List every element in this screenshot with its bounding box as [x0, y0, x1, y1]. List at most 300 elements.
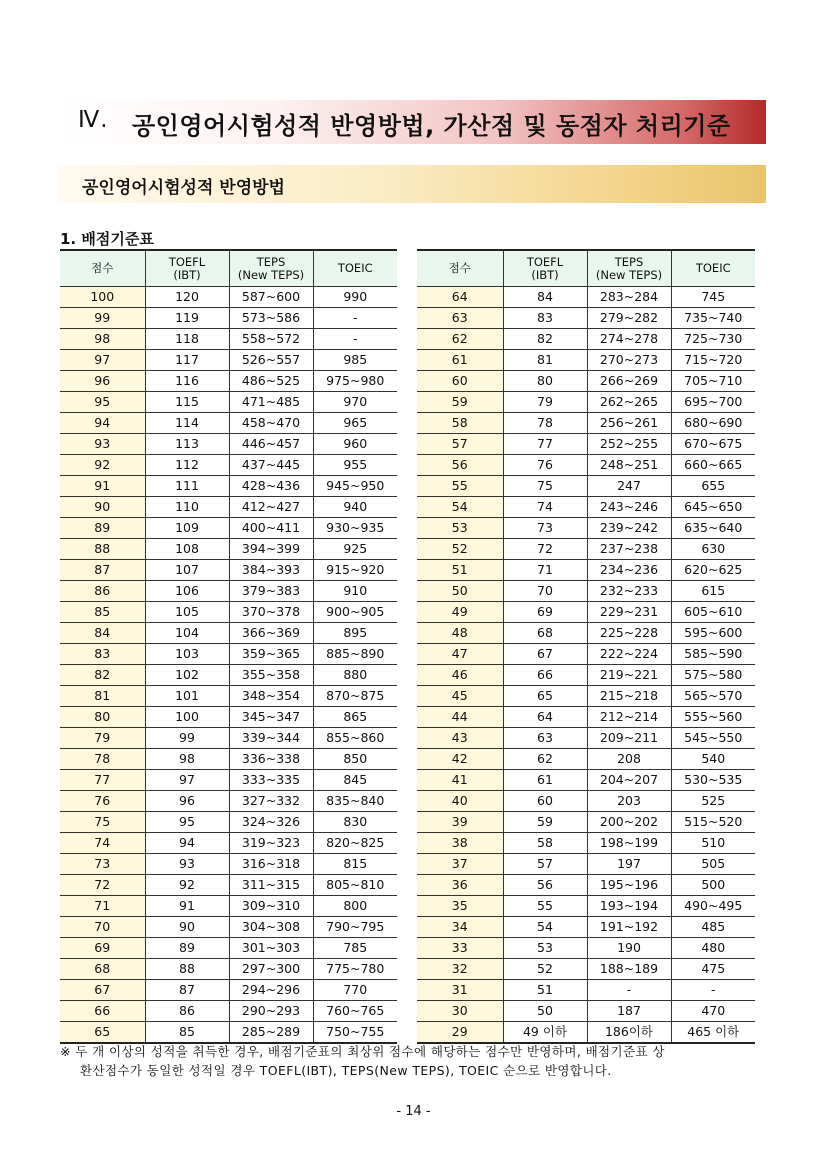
- teps-cell: 526~557: [229, 350, 313, 371]
- toeic-cell: 985: [313, 350, 397, 371]
- teps-cell: 355~358: [229, 665, 313, 686]
- toeic-cell: 965: [313, 413, 397, 434]
- toeic-cell: 705~710: [671, 371, 755, 392]
- table-row: [60, 434, 397, 455]
- toeic-cell: 970: [313, 392, 397, 413]
- toeic-cell: 750~755: [313, 1022, 397, 1044]
- table-row: [60, 917, 397, 938]
- table-row: [60, 371, 397, 392]
- teps-cell: 285~289: [229, 1022, 313, 1044]
- teps-cell: 193~194: [587, 896, 671, 917]
- teps-cell: 297~300: [229, 959, 313, 980]
- header-toeic: TOEIC: [313, 250, 397, 287]
- score-cell: 35: [417, 896, 503, 917]
- teps-cell: 270~273: [587, 350, 671, 371]
- toefl-cell: 119: [145, 308, 229, 329]
- toeic-cell: -: [313, 329, 397, 350]
- toefl-cell: 99: [145, 728, 229, 749]
- toeic-cell: 930~935: [313, 518, 397, 539]
- toeic-cell: 855~860: [313, 728, 397, 749]
- table-row: [417, 812, 755, 833]
- toeic-cell: 515~520: [671, 812, 755, 833]
- score-cell: 37: [417, 854, 503, 875]
- toefl-cell: 68: [503, 623, 587, 644]
- toefl-cell: 79: [503, 392, 587, 413]
- toefl-cell: 110: [145, 497, 229, 518]
- table-row: [60, 791, 397, 812]
- score-cell: 43: [417, 728, 503, 749]
- score-cell: 88: [60, 539, 145, 560]
- toefl-cell: 101: [145, 686, 229, 707]
- toefl-cell: 103: [145, 644, 229, 665]
- toeic-cell: 490~495: [671, 896, 755, 917]
- score-cell: 62: [417, 329, 503, 350]
- teps-cell: 215~218: [587, 686, 671, 707]
- toeic-cell: 735~740: [671, 308, 755, 329]
- table-row: [60, 980, 397, 1001]
- table-row: [417, 497, 755, 518]
- toeic-cell: 605~610: [671, 602, 755, 623]
- teps-cell: 266~269: [587, 371, 671, 392]
- teps-cell: 324~326: [229, 812, 313, 833]
- score-cell: 64: [417, 287, 503, 308]
- table-row: [417, 434, 755, 455]
- toeic-cell: 555~560: [671, 707, 755, 728]
- teps-cell: 204~207: [587, 770, 671, 791]
- toefl-cell: 98: [145, 749, 229, 770]
- toeic-cell: 655: [671, 476, 755, 497]
- toeic-cell: 775~780: [313, 959, 397, 980]
- toefl-cell: 107: [145, 560, 229, 581]
- score-cell: 44: [417, 707, 503, 728]
- toefl-cell: 111: [145, 476, 229, 497]
- teps-cell: 279~282: [587, 308, 671, 329]
- table-row: [417, 959, 755, 980]
- table-header-row: [60, 250, 397, 287]
- table-row: [60, 329, 397, 350]
- toeic-cell: 955: [313, 455, 397, 476]
- toefl-cell: 74: [503, 497, 587, 518]
- toefl-cell: 106: [145, 581, 229, 602]
- toeic-cell: 990: [313, 287, 397, 308]
- toeic-cell: 785: [313, 938, 397, 959]
- toefl-cell: 117: [145, 350, 229, 371]
- table-row: [60, 476, 397, 497]
- toeic-cell: 940: [313, 497, 397, 518]
- score-cell: 42: [417, 749, 503, 770]
- toeic-cell: 695~700: [671, 392, 755, 413]
- score-cell: 31: [417, 980, 503, 1001]
- toefl-cell: 75: [503, 476, 587, 497]
- teps-cell: 336~338: [229, 749, 313, 770]
- table-row: [417, 287, 755, 308]
- score-cell: 30: [417, 1001, 503, 1022]
- toefl-cell: 113: [145, 434, 229, 455]
- table-row: [417, 329, 755, 350]
- table-row: [417, 791, 755, 812]
- toefl-cell: 69: [503, 602, 587, 623]
- teps-cell: 187: [587, 1001, 671, 1022]
- teps-cell: 359~365: [229, 644, 313, 665]
- table-row: [60, 833, 397, 854]
- toeic-cell: 585~590: [671, 644, 755, 665]
- table-row: [60, 644, 397, 665]
- toeic-cell: 960: [313, 434, 397, 455]
- score-cell: 84: [60, 623, 145, 644]
- table-row: [417, 1022, 755, 1044]
- table-row: [60, 770, 397, 791]
- teps-cell: 208: [587, 749, 671, 770]
- score-cell: 38: [417, 833, 503, 854]
- score-cell: 69: [60, 938, 145, 959]
- toeic-cell: 975~980: [313, 371, 397, 392]
- teps-cell: 290~293: [229, 1001, 313, 1022]
- teps-cell: 225~228: [587, 623, 671, 644]
- score-cell: 98: [60, 329, 145, 350]
- toeic-cell: 870~875: [313, 686, 397, 707]
- score-cell: 87: [60, 560, 145, 581]
- toeic-cell: 680~690: [671, 413, 755, 434]
- table-row: [417, 665, 755, 686]
- toefl-cell: 66: [503, 665, 587, 686]
- score-cell: 41: [417, 770, 503, 791]
- toefl-cell: 92: [145, 875, 229, 896]
- score-cell: 86: [60, 581, 145, 602]
- table-row: [60, 707, 397, 728]
- toefl-cell: 95: [145, 812, 229, 833]
- toeic-cell: 835~840: [313, 791, 397, 812]
- toeic-cell: 635~640: [671, 518, 755, 539]
- score-cell: 58: [417, 413, 503, 434]
- toefl-cell: 105: [145, 602, 229, 623]
- teps-cell: 239~242: [587, 518, 671, 539]
- table-row: [417, 749, 755, 770]
- section-title: 공인영어시험성적 반영방법: [82, 178, 285, 198]
- header-toeic: TOEIC: [671, 250, 755, 287]
- toeic-cell: 805~810: [313, 875, 397, 896]
- toefl-cell: 51: [503, 980, 587, 1001]
- toeic-cell: 815: [313, 854, 397, 875]
- teps-cell: 437~445: [229, 455, 313, 476]
- table-row: [417, 308, 755, 329]
- toeic-cell: 725~730: [671, 329, 755, 350]
- teps-cell: 319~323: [229, 833, 313, 854]
- toeic-cell: 525: [671, 791, 755, 812]
- score-cell: 53: [417, 518, 503, 539]
- teps-cell: 446~457: [229, 434, 313, 455]
- toeic-cell: -: [671, 980, 755, 1001]
- header-teps: TEPS (New TEPS): [229, 250, 313, 287]
- score-cell: 65: [60, 1022, 145, 1044]
- toefl-cell: 97: [145, 770, 229, 791]
- table-row: [60, 539, 397, 560]
- toeic-cell: 660~665: [671, 455, 755, 476]
- table-header-row: [417, 250, 755, 287]
- toeic-cell: -: [313, 308, 397, 329]
- score-cell: 74: [60, 833, 145, 854]
- toefl-cell: 61: [503, 770, 587, 791]
- table-row: [417, 539, 755, 560]
- toefl-cell: 96: [145, 791, 229, 812]
- table-row: [417, 875, 755, 896]
- teps-cell: -: [587, 980, 671, 1001]
- table-body: [417, 287, 755, 1044]
- table-row: [417, 854, 755, 875]
- toefl-cell: 78: [503, 413, 587, 434]
- teps-cell: 394~399: [229, 539, 313, 560]
- score-cell: 49: [417, 602, 503, 623]
- toefl-cell: 85: [145, 1022, 229, 1044]
- footnote: [60, 1042, 760, 1080]
- toefl-cell: 62: [503, 749, 587, 770]
- score-cell: 59: [417, 392, 503, 413]
- score-cell: 90: [60, 497, 145, 518]
- toeic-cell: 915~920: [313, 560, 397, 581]
- table-row: [417, 350, 755, 371]
- toeic-cell: 645~650: [671, 497, 755, 518]
- table-row: [417, 938, 755, 959]
- teps-cell: 234~236: [587, 560, 671, 581]
- score-cell: 52: [417, 539, 503, 560]
- score-cell: 33: [417, 938, 503, 959]
- score-cell: 94: [60, 413, 145, 434]
- table-row: [417, 728, 755, 749]
- toefl-cell: 57: [503, 854, 587, 875]
- header-score: 점수: [417, 250, 503, 287]
- teps-cell: 573~586: [229, 308, 313, 329]
- footnote-line-1: ※ 두 개 이상의 성적을 취득한 경우, 배점기준표의 최상위 점수에 해당하는 점수만 반영하며, 배점기준표 상: [60, 1044, 665, 1059]
- table-title: 1. 배점기준표: [60, 230, 154, 248]
- toefl-cell: 83: [503, 308, 587, 329]
- toefl-cell: 118: [145, 329, 229, 350]
- score-cell: 48: [417, 623, 503, 644]
- toefl-cell: 94: [145, 833, 229, 854]
- toefl-cell: 84: [503, 287, 587, 308]
- table-row: [417, 602, 755, 623]
- toefl-cell: 115: [145, 392, 229, 413]
- teps-cell: 262~265: [587, 392, 671, 413]
- teps-cell: 366~369: [229, 623, 313, 644]
- table-row: [60, 1022, 397, 1044]
- table-body: [60, 287, 397, 1044]
- teps-cell: 316~318: [229, 854, 313, 875]
- toefl-cell: 52: [503, 959, 587, 980]
- table-row: [417, 707, 755, 728]
- table-row: [417, 1001, 755, 1022]
- toeic-cell: 670~675: [671, 434, 755, 455]
- table-row: [417, 455, 755, 476]
- teps-cell: 400~411: [229, 518, 313, 539]
- score-cell: 46: [417, 665, 503, 686]
- score-cell: 72: [60, 875, 145, 896]
- toefl-cell: 88: [145, 959, 229, 980]
- score-cell: 29: [417, 1022, 503, 1044]
- toeic-cell: 545~550: [671, 728, 755, 749]
- teps-cell: 370~378: [229, 602, 313, 623]
- score-cell: 60: [417, 371, 503, 392]
- table-row: [60, 854, 397, 875]
- score-cell: 83: [60, 644, 145, 665]
- table-row: [417, 392, 755, 413]
- teps-cell: 248~251: [587, 455, 671, 476]
- toefl-cell: 91: [145, 896, 229, 917]
- toefl-cell: 82: [503, 329, 587, 350]
- table-row: [60, 350, 397, 371]
- toefl-cell: 109: [145, 518, 229, 539]
- table-row: [417, 896, 755, 917]
- toefl-cell: 65: [503, 686, 587, 707]
- toeic-cell: 530~535: [671, 770, 755, 791]
- teps-cell: 247: [587, 476, 671, 497]
- toeic-cell: 895: [313, 623, 397, 644]
- teps-cell: 237~238: [587, 539, 671, 560]
- teps-cell: 197: [587, 854, 671, 875]
- header-toefl: TOEFL (IBT): [145, 250, 229, 287]
- toeic-cell: 500: [671, 875, 755, 896]
- table-row: [60, 875, 397, 896]
- table-row: [60, 413, 397, 434]
- toefl-cell: 60: [503, 791, 587, 812]
- teps-cell: 301~303: [229, 938, 313, 959]
- toeic-cell: 910: [313, 581, 397, 602]
- teps-cell: 222~224: [587, 644, 671, 665]
- toefl-cell: 64: [503, 707, 587, 728]
- table-row: [60, 749, 397, 770]
- toefl-cell: 108: [145, 539, 229, 560]
- toeic-cell: 885~890: [313, 644, 397, 665]
- toefl-cell: 58: [503, 833, 587, 854]
- teps-cell: 188~189: [587, 959, 671, 980]
- toefl-cell: 93: [145, 854, 229, 875]
- teps-cell: 256~261: [587, 413, 671, 434]
- score-cell: 54: [417, 497, 503, 518]
- toefl-cell: 114: [145, 413, 229, 434]
- teps-cell: 252~255: [587, 434, 671, 455]
- toefl-cell: 104: [145, 623, 229, 644]
- score-cell: 93: [60, 434, 145, 455]
- toefl-cell: 86: [145, 1001, 229, 1022]
- toeic-cell: 485: [671, 917, 755, 938]
- teps-cell: 243~246: [587, 497, 671, 518]
- teps-cell: 412~427: [229, 497, 313, 518]
- toeic-cell: 470: [671, 1001, 755, 1022]
- toefl-cell: 77: [503, 434, 587, 455]
- toefl-cell: 70: [503, 581, 587, 602]
- toefl-cell: 112: [145, 455, 229, 476]
- score-cell: 32: [417, 959, 503, 980]
- score-cell: 36: [417, 875, 503, 896]
- teps-cell: 209~211: [587, 728, 671, 749]
- teps-cell: 212~214: [587, 707, 671, 728]
- toeic-cell: 540: [671, 749, 755, 770]
- teps-cell: 200~202: [587, 812, 671, 833]
- toefl-cell: 90: [145, 917, 229, 938]
- table-row: [417, 560, 755, 581]
- table-row: [417, 686, 755, 707]
- table-row: [60, 623, 397, 644]
- teps-cell: 345~347: [229, 707, 313, 728]
- score-cell: 56: [417, 455, 503, 476]
- teps-cell: 191~192: [587, 917, 671, 938]
- teps-cell: 428~436: [229, 476, 313, 497]
- score-cell: 73: [60, 854, 145, 875]
- header-toefl: TOEFL (IBT): [503, 250, 587, 287]
- toeic-cell: 845: [313, 770, 397, 791]
- table-row: [417, 917, 755, 938]
- score-cell: 85: [60, 602, 145, 623]
- toeic-cell: 620~625: [671, 560, 755, 581]
- toeic-cell: 565~570: [671, 686, 755, 707]
- score-cell: 67: [60, 980, 145, 1001]
- table-row: [417, 980, 755, 1001]
- score-cell: 61: [417, 350, 503, 371]
- toeic-cell: 880: [313, 665, 397, 686]
- score-cell: 47: [417, 644, 503, 665]
- header-score: 점수: [60, 250, 145, 287]
- table-row: [60, 392, 397, 413]
- teps-cell: 379~383: [229, 581, 313, 602]
- toeic-cell: 770: [313, 980, 397, 1001]
- score-cell: 80: [60, 707, 145, 728]
- table-row: [60, 665, 397, 686]
- toefl-cell: 50: [503, 1001, 587, 1022]
- toefl-cell: 67: [503, 644, 587, 665]
- teps-cell: 311~315: [229, 875, 313, 896]
- table-row: [60, 581, 397, 602]
- toefl-cell: 55: [503, 896, 587, 917]
- score-cell: 77: [60, 770, 145, 791]
- table-row: [417, 371, 755, 392]
- toeic-cell: 745: [671, 287, 755, 308]
- score-cell: 71: [60, 896, 145, 917]
- table-row: [417, 770, 755, 791]
- toefl-cell: 81: [503, 350, 587, 371]
- score-cell: 76: [60, 791, 145, 812]
- toefl-cell: 56: [503, 875, 587, 896]
- score-cell: 70: [60, 917, 145, 938]
- toefl-cell: 116: [145, 371, 229, 392]
- teps-cell: 558~572: [229, 329, 313, 350]
- teps-cell: 186이하: [587, 1022, 671, 1044]
- score-cell: 51: [417, 560, 503, 581]
- score-cell: 57: [417, 434, 503, 455]
- teps-cell: 333~335: [229, 770, 313, 791]
- table-row: [417, 581, 755, 602]
- toeic-cell: 615: [671, 581, 755, 602]
- toeic-cell: 925: [313, 539, 397, 560]
- table-row: [60, 287, 397, 308]
- page-number: - 14 -: [396, 1104, 431, 1119]
- table-row: [60, 686, 397, 707]
- score-cell: 82: [60, 665, 145, 686]
- score-table-left: [60, 249, 397, 1044]
- toeic-cell: 800: [313, 896, 397, 917]
- toeic-cell: 715~720: [671, 350, 755, 371]
- table-row: [417, 518, 755, 539]
- table-row: [60, 1001, 397, 1022]
- table-row: [60, 455, 397, 476]
- table-row: [60, 602, 397, 623]
- score-cell: 34: [417, 917, 503, 938]
- teps-cell: 195~196: [587, 875, 671, 896]
- score-cell: 66: [60, 1001, 145, 1022]
- teps-cell: 198~199: [587, 833, 671, 854]
- toeic-cell: 475: [671, 959, 755, 980]
- score-table-right: [417, 249, 755, 1044]
- toeic-cell: 830: [313, 812, 397, 833]
- score-cell: 100: [60, 287, 145, 308]
- score-cell: 39: [417, 812, 503, 833]
